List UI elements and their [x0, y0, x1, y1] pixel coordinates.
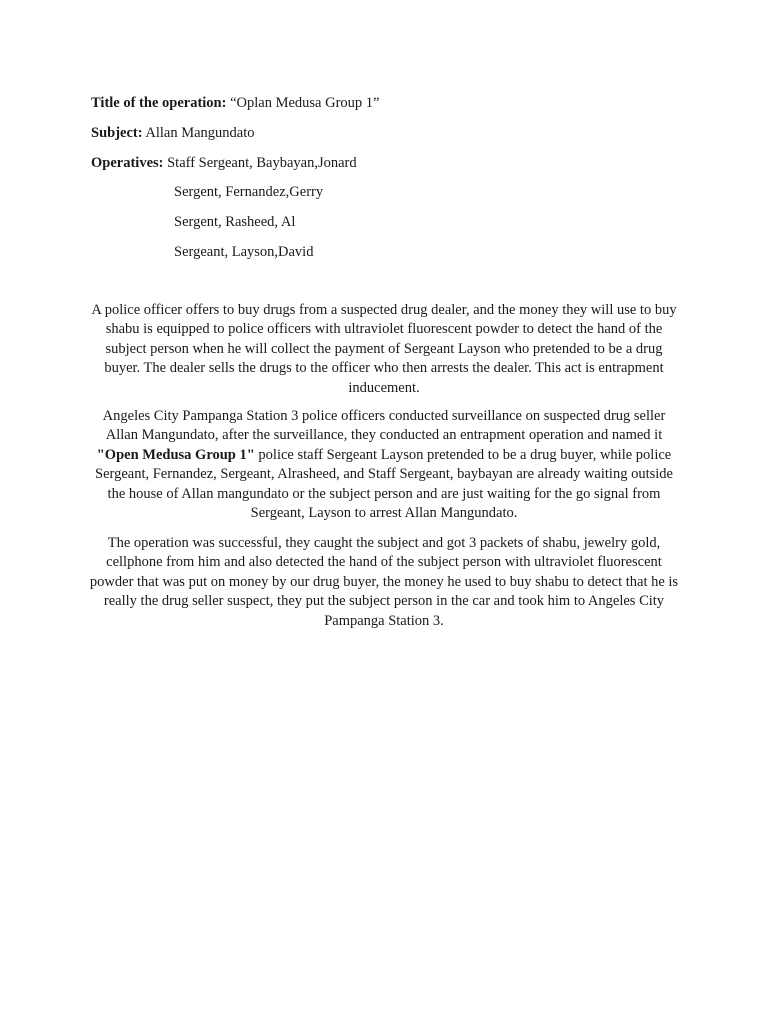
operation-title-line: [91, 94, 379, 112]
operation-name-bold: "Open Medusa Group 1": [96, 446, 255, 463]
paragraph-text: Angeles City Pampanga Station 3 police officers conducted surveillance on suspected drug seller Allan Mangundato, after the surveillance, they conducted an entrapment operation and named it: [102, 408, 666, 444]
paragraph-operation-summary: [88, 407, 680, 523]
operative-item: Staff Sergeant, Baybayan,Jonard: [167, 155, 357, 171]
operative-item: Sergent, Fernandez,Gerry: [174, 184, 324, 200]
operation-title-value: “Oplan Medusa Group 1”: [226, 95, 380, 111]
paragraph-operation-result: The operation was successful, they caught the subject and got 3 packets of shabu, jewelry gold, cellphone from him and also detected the hand of the subject person with ultraviolet fluorescent powder that was put on money by our drug buyer, the money he used to buy shabu to detect that he is really the drug seller suspect, they put the subject person in the car and took him to Angeles City Pampanga Station 3.: [89, 535, 679, 629]
subject-value: Allan Mangundato: [142, 125, 255, 141]
paragraph-text: police staff Sergeant Layson pretended to be a drug buyer, while police Sergeant, Fernandez, Sergeant, Alrasheed, and Staff Sergeant, baybayan are already waiting outside the house of Allan mangundato or the subject person and are just waiting for the go signal from Sergeant, Layson to arrest Allan Mangundato.: [95, 446, 673, 522]
operatives-line: [91, 154, 357, 172]
subject-label: Subject:: [91, 125, 143, 141]
paragraph-entrapment-definition: A police officer offers to buy drugs from a suspected drug dealer, and the money they will use to buy shabu is equipped to police officers with ultraviolet fluorescent powder to detect the hand of the subject person when he will collect the payment of Sergeant Layson who pretended to be a drug buyer. The dealer sells the drugs to the officer who then arrests the dealer. This act is entrapment inducement.: [91, 302, 677, 396]
operative-item: Sergeant, Layson,David: [174, 244, 314, 260]
operative-item: Sergent, Rasheed, Al: [174, 214, 296, 230]
operatives-label: Operatives:: [91, 155, 164, 171]
subject-line: [91, 124, 255, 142]
operation-title-label: Title of the operation:: [91, 95, 227, 111]
